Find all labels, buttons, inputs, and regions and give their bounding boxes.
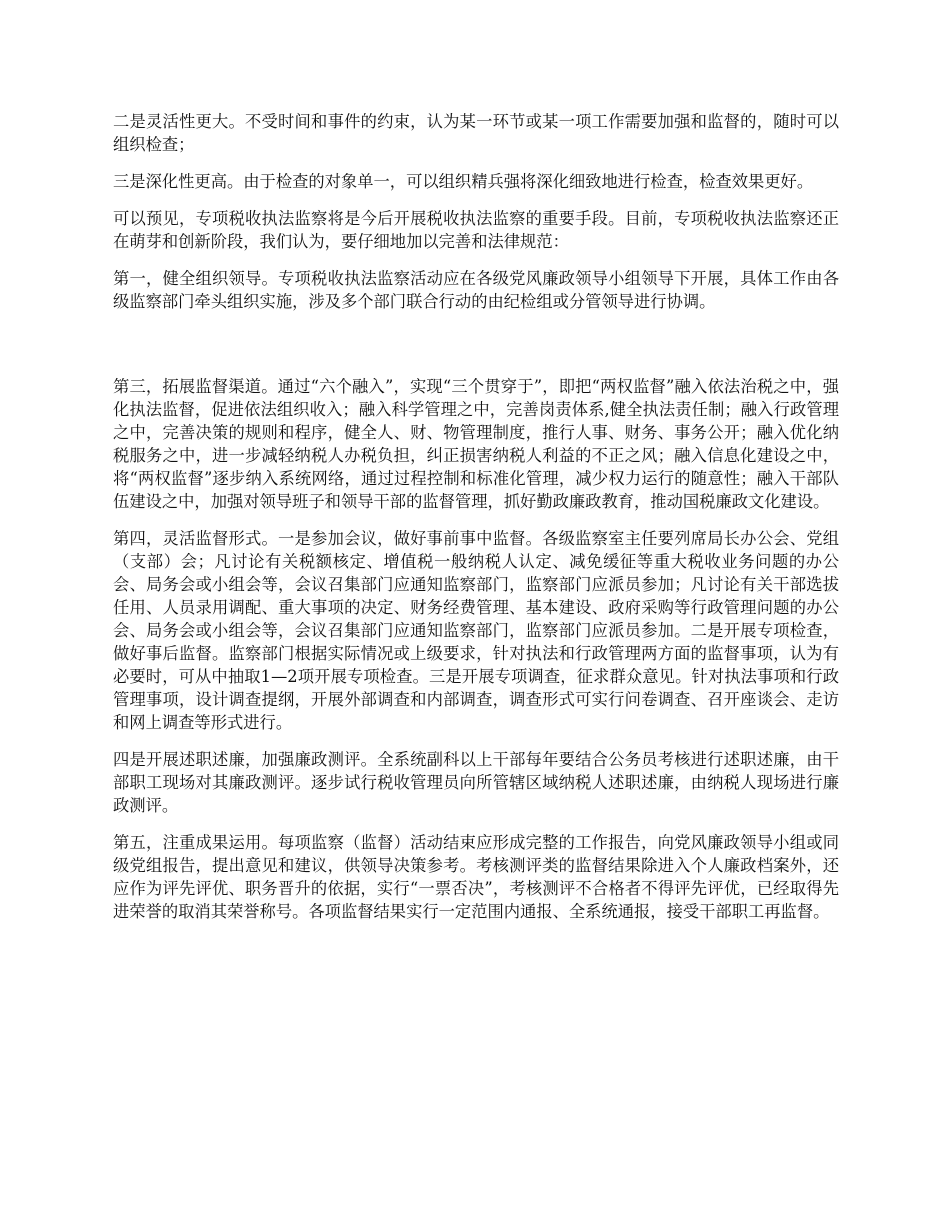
paragraph-depth: 三是深化性更高。由于检查的对象单一，可以组织精兵强将深化细致地进行检查，检查效果更好。: [113, 172, 814, 191]
paragraph-outlook: 可以预见，专项税收执法监察将是今后开展税收执法监察的重要手段。目前，专项税收执法监察还正在萌芽和创新阶段，我们认为，要仔细地加以完善和法律规范：: [113, 209, 839, 251]
paragraph-first-organization: 第一，健全组织领导。专项税收执法监察活动应在各级党风廉政领导小组领导下开展，具体工作由各级监察部门牵头组织实施，涉及多个部门联合行动的由纪检组或分管领导进行协调。: [113, 269, 839, 311]
paragraph-fifth-results: 第五，注重成果运用。每项监察（监督）活动结束应形成完整的工作报告，向党风廉政领导小组或同级党组报告，提出意见和建议，供领导决策参考。考核测评类的监督结果除进入个人廉政档案外，还应作为评先评优、职务晋升的依据，实行“一票否决”，考核测评不合格者不得评先评优，已经取得先进荣誉的取消其荣誉称号。各项监督结果实行一定范围内通报、全系统通报，接受干部职工再监督。: [113, 833, 839, 921]
paragraph-fourth-forms: 第四，灵活监督形式。一是参加会议，做好事前事中监督。各级监察室主任要列席局长办公会、党组（支部）会；凡讨论有关税额核定、增值税一般纳税人认定、减免缓征等重大税收业务问题的办公会、局务会或小组会等，会议召集部门应通知监察部门，监察部门应派员参加；凡讨论有关干部选拔任用、人员录用调配、重大事项的决定、财务经费管理、基本建设、政府采购等行政管理问题的办公会、局务会或小组会等，会议召集部门应通知监察部门，监察部门应派员参加。二是开展专项检查，做好事后监督。监察部门根据实际情况或上级要求，针对执法和行政管理两方面的监督事项，认为有必要时，可从中抽取1—2项开展专项检查。三是开展专项调查，征求群众意见。针对执法事项和行政管理事项，设计调查提纲，开展外部调查和内部调查，调查形式可实行问卷调查、召开座谈会、走访和网上调查等形式进行。: [113, 529, 839, 732]
paragraph-third-channels: 第三，拓展监督渠道。通过“六个融入”，实现“三个贯穿于”，即把“两权监督”融入依法治税之中，强化执法监督，促进依法组织收入；融入科学管理之中，完善岗责体系,健全执法责任制；融入行政管理之中，完善决策的规则和程序，健全人、财、物管理制度，推行人事、财务、事务公开；融入优化纳税服务之中，进一步减轻纳税人办税负担，纠正损害纳税人利益的不正之风；融入信息化建设之中，将“两权监督”逐步纳入系统网络，通过过程控制和标准化管理，减少权力运行的随意性；融入干部队伍建设之中，加强对领导班子和领导干部的监督管理，抓好勤政廉政教育，推动国税廉政文化建设。: [113, 377, 839, 511]
paragraph-flexibility: 二是灵活性更大。不受时间和事件的约束，认为某一环节或某一项工作需要加强和监督的，随时可以组织检查；: [113, 112, 839, 154]
paragraph-report-integrity: 四是开展述职述廉，加强廉政测评。全系统副科以上干部每年要结合公务员考核进行述职述廉，由干部职工现场对其廉政测评。逐步试行税收管理员向所管辖区域纳税人述职述廉，由纳税人现场进行廉政测评。: [113, 750, 839, 815]
paragraph-gap: [113, 327, 839, 375]
document-body: [113, 110, 839, 937]
